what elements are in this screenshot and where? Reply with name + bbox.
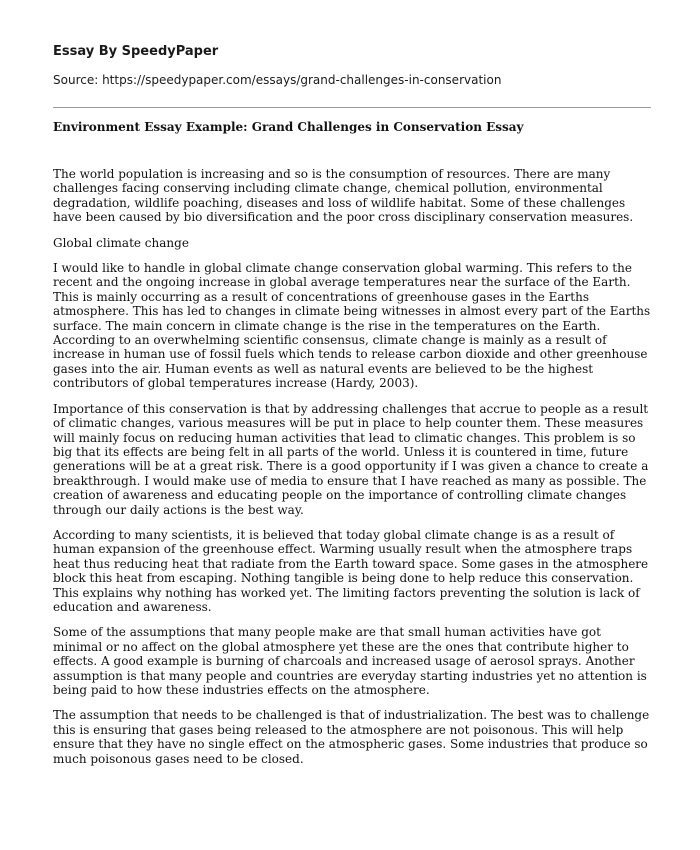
section-heading-global-climate-change: Global climate change bbox=[53, 235, 189, 250]
paragraph-scientists: According to many scientists, it is believed that today global climate change is as a result of human expansion of the greenhouse effect. Warming usually result when the atmosphere traps heat thus reducing heat that radiate from the Earth toward space. Some gases in the atmosphere block this heat from escaping. Nothing tangible is being done to help reduce this conservation. This explains why nothing has worked yet. The limiting factors preventing the solution is lack of education and awareness. bbox=[53, 527, 649, 614]
paragraph-industrialization: The assumption that needs to be challenged is that of industrialization. The best was to challenge this is ensuring that gases being released to the atmosphere are not poisonous. This will help ensure that they have no single effect on the atmospheric gases. Some industries that produce so much poisonous gases need to be closed. bbox=[53, 708, 650, 766]
paragraph-assumptions: Some of the assumptions that many people make are that small human activities have got minimal or no affect on the global atmosphere yet these are the ones that contribute higher to effects. A good example is burning of charcoals and increased usage of aerosol sprays. Another assumption is that many people and countries are everyday starting industries yet no attention is being paid to how these industries effects on the atmosphere. bbox=[53, 625, 647, 697]
paragraph-importance: Importance of this conservation is that by addressing challenges that accrue to people as a result of climatic changes, various measures will be put in place to help counter them. These measures will mainly focus on reducing human activities that lead to climatic changes. This problem is so big that its effects are being felt in all parts of the world. Unless it is countered in time, future generations will be at a great risk. There is a good opportunity if I was given a chance to create a breakthrough. I would make use of media to ensure that I have reached as many as possible. The creation of awareness and educating people on the importance of controlling climate changes through our daily actions is the best way. bbox=[53, 401, 649, 517]
source-line: Source: https://speedypaper.com/essays/grand-challenges-in-conservation bbox=[53, 73, 502, 87]
paragraph-climate-change: I would like to handle in global climate change conservation global warming. This refers to the recent and the ongoing increase in global average temperatures near the surface of the Earth. This is mainly occurring as a result of concentrations of greenhouse gases in the Earths atmosphere. This has led to changes in climate being witnesses in almost every part of the Earths surface. The main concern in climate change is the rise in the temperatures on the Earth. According to an overwhelming scientific consensus, climate change is mainly as a result of increase in human use of fossil fuels which tends to release carbon dioxide and other greenhouse gases into the air. Human events as well as natural events are believed to be the highest contributors of global temperatures increase (Hardy, 2003). bbox=[53, 261, 651, 391]
header-divider bbox=[53, 107, 651, 108]
essay-body bbox=[53, 167, 651, 777]
brand-heading: Essay By SpeedyPaper bbox=[53, 44, 219, 59]
paragraph-intro: The world population is increasing and so is the consumption of resources. There are many challenges facing conserving including climate change, chemical pollution, environmental degradation, wildlife poaching, diseases and loss of wildlife habitat. Some of these challenges have been caused by bio diversification and the poor cross disciplinary conservation measures. bbox=[53, 167, 634, 225]
essay-title: Environment Essay Example: Grand Challenges in Conservation Essay bbox=[53, 120, 524, 134]
